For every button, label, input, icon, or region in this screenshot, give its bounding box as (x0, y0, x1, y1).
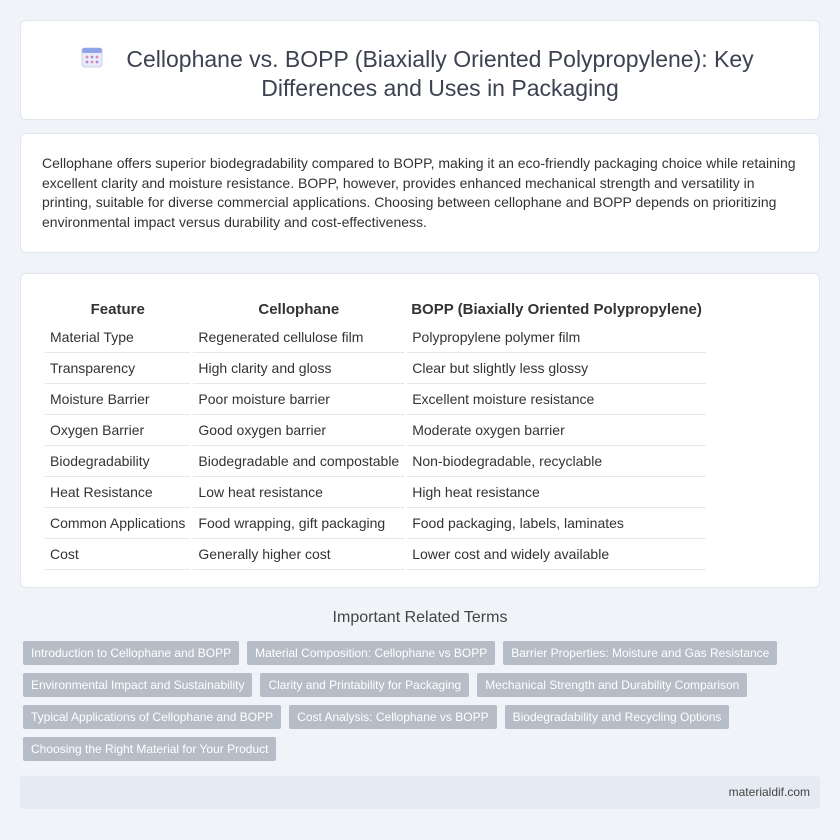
table-header-row (45, 296, 706, 322)
column-header-bopp: BOPP (Biaxially Oriented Polypropylene) (411, 300, 702, 318)
related-term-tag[interactable]: Introduction to Cellophane and BOPP (23, 641, 239, 665)
comparison-table (42, 296, 709, 570)
table-cell: High heat resistance (407, 477, 706, 508)
table-cell: Excellent moisture resistance (407, 384, 706, 415)
table-cell: Clear but slightly less glossy (407, 353, 706, 384)
related-term-tag[interactable]: Environmental Impact and Sustainability (23, 673, 252, 697)
table-row (45, 446, 706, 477)
table-cell: Biodegradable and compostable (193, 446, 404, 477)
footer (20, 776, 820, 809)
column-header-feature: Feature (90, 300, 145, 318)
table-cell: Lower cost and widely available (407, 539, 706, 570)
related-term-tag[interactable]: Biodegradability and Recycling Options (505, 705, 730, 729)
table-cell: Material Type (45, 322, 190, 353)
site-name[interactable]: materialdif.com (728, 785, 810, 799)
table-cell: Generally higher cost (193, 539, 404, 570)
table-cell: Oxygen Barrier (45, 415, 190, 446)
related-terms-list (23, 641, 803, 761)
related-term-tag[interactable]: Clarity and Printability for Packaging (260, 673, 469, 697)
related-term-tag[interactable]: Material Composition: Cellophane vs BOPP (247, 641, 495, 665)
table-cell: Polypropylene polymer film (407, 322, 706, 353)
title-card (20, 20, 820, 120)
table-row (45, 353, 706, 384)
summary-card (20, 133, 820, 253)
related-term-tag[interactable]: Cost Analysis: Cellophane vs BOPP (289, 705, 496, 729)
summary-text: Cellophane offers superior biodegradability compared to BOPP, making it an eco-friendly packaging choice while retaining excellent clarity and moisture resistance. BOPP, however, provides enhanced mechanical strength and versatility in printing, suitable for diverse commercial applications. Choosing between cellophane and BOPP depends on prioritizing environmental impact versus durability and cost-effectiveness. (42, 155, 796, 230)
table-cell: Cost (45, 539, 190, 570)
table-cell: Biodegradability (45, 446, 190, 477)
related-terms-heading: Important Related Terms (332, 609, 508, 626)
table-cell: Moisture Barrier (45, 384, 190, 415)
table-cell: Low heat resistance (193, 477, 404, 508)
table-cell: Poor moisture barrier (193, 384, 404, 415)
related-term-tag[interactable]: Choosing the Right Material for Your Product (23, 737, 276, 761)
comparison-card (20, 273, 820, 588)
column-header-cellophane: Cellophane (258, 300, 340, 318)
page-title: Cellophane vs. BOPP (Biaxially Oriented Polypropylene): Key Differences and Uses in Packaging (126, 46, 754, 101)
table-cell: Transparency (45, 353, 190, 384)
table-cell: Regenerated cellulose film (193, 322, 404, 353)
table-cell: Food wrapping, gift packaging (193, 508, 404, 539)
table-row (45, 477, 706, 508)
related-term-tag[interactable]: Barrier Properties: Moisture and Gas Resistance (503, 641, 777, 665)
table-row (45, 322, 706, 353)
table-cell: Heat Resistance (45, 477, 190, 508)
table-row (45, 384, 706, 415)
table-cell: Good oxygen barrier (193, 415, 404, 446)
table-cell: High clarity and gloss (193, 353, 404, 384)
table-cell: Common Applications (45, 508, 190, 539)
table-cell: Food packaging, labels, laminates (407, 508, 706, 539)
table-row (45, 415, 706, 446)
related-term-tag[interactable]: Typical Applications of Cellophane and BOPP (23, 705, 281, 729)
table-row (45, 539, 706, 570)
table-cell: Non-biodegradable, recyclable (407, 446, 706, 477)
table-row (45, 508, 706, 539)
related-term-tag[interactable]: Mechanical Strength and Durability Comparison (477, 673, 747, 697)
table-cell: Moderate oxygen barrier (407, 415, 706, 446)
